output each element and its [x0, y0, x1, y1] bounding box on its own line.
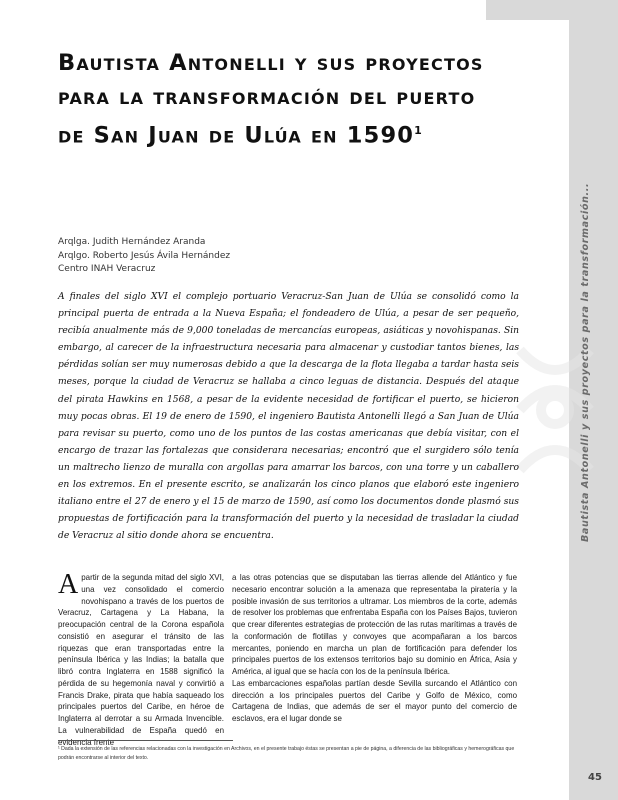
running-head: Bautista Antonelli y sus proyectos para la transformación... — [580, 182, 591, 542]
authors-block — [58, 236, 458, 277]
body-paragraph-2: a las otras potencias que se disputaban las tierras allende del Atlántico y fue necesario encontrar solución a la amenaza que representaba la piratería y la posible invasión de sus territorios a ultramar. Los miembros de la corte, además de resolver los problemas que enfrentaba España con los Países Bajos, tuvieron que crear diferentes estrategias de protección de las rutas marítimas a través de la conformación de flotillas y convoyes que acompañaran a los barcos mercantes, poniendo en marcha un plan de fortificación para defender los principales puertos de los extensos territorios bajo su dominio en África, Asia y América, al igual que se hacía con los de la península Ibérica. — [232, 573, 517, 676]
footnote: ¹ Dada la extensión de las referencias relacionadas con la investigación en Archivos, en el presente trabajo éstas se presentan a pie de página, a diferencia de las bibliográficas y hemerográficas que podrán encontrarse al interior del texto. — [58, 746, 515, 761]
abstract: A finales del siglo XVI el complejo portuario Veracruz-San Juan de Ulúa se consolidó como la principal puerta de entrada a la Nueva España; el fondeadero de Ulúa, a pesar de ser pequeño, recibía anualmente más de 9,000 toneladas de mercancías europeas, asiáticas y novohispanas. Sin embargo, al carecer de la infraestructura necesaria para almacenar y custodiar tantos bienes, las pérdidas solían ser muy numerosas debido a que la descarga de la flota llegaba a tardar hasta seis meses, porque la ciudad de Veracruz se hallaba a cinco leguas de distancia. Después del ataque del pirata Hawkins en 1568, a pesar de la evidente necesidad de fortificar el puerto, se hicieron muy pocas obras. El 19 de enero de 1590, el ingeniero Bautista Antonelli llegó a San Juan de Ulúa para revisar su puerto, como uno de los puntos de las costas americanas que debía visitar, con el encargo de trazar las fortalezas que considerara necesarias; encontró que el surgidero sólo tenía un maltrecho lienzo de muralla con argollas para amarrar los barcos, con una torre y un caballero en los extremos. En el presente escrito, se analizarán los cinco planos que elaboró este ingeniero italiano entre el 27 de enero y el 15 de marzo de 1590, así como los documentos donde plasmó sus propuestas de fortificación para la transformación del puerto y la necesidad de trasladar la ciudad de Veracruz al sitio donde ahora se encuentra. — [58, 292, 519, 542]
article-title — [58, 46, 498, 153]
title-text: Bautista Antonelli y sus proyectos para la transformación del puerto de San Juan de Ulúa en 1590 — [58, 50, 484, 149]
drop-cap: A — [58, 569, 79, 600]
author-1: Arqlga. Judith Hernández Aranda — [58, 237, 206, 247]
author-2: Arqlgo. Roberto Jesús Ávila Hernández — [58, 250, 231, 261]
title-footnote-mark: 1 — [414, 124, 424, 137]
body-paragraph-3: Las embarcaciones españolas partían desde Sevilla surcando el Atlántico con dirección a los principales puertos del Caribe y Golfo de México, como Cartagena de Indias, que además de ser el mayor punto del comercio de esclavos, era el lugar donde se — [232, 678, 517, 723]
body-paragraph-1: partir de la segunda mitad del siglo XVI, una vez consolidado el comercio novohispano a través de los puertos de Veracruz, Cartagena y La Habana, la preocupación central de la Corona española consistió en asegurar el tránsito de las riquezas que eran transportadas entre la península Ibérica y las Indias; la batalla que libró contra Inglaterra en 1588 significó la pérdida de su hegemonía naval y convirtió a Francis Drake, pirata que había saqueado los principales puertos del Caribe, en héroe de Inglaterra al derrotar a su Armada Invencible. La vulnerabilidad de España quedó en evidencia frente — [58, 573, 224, 747]
page-number: 45 — [588, 772, 602, 783]
body-column-left — [58, 569, 224, 748]
body-column-right — [232, 572, 517, 725]
footnote-rule — [58, 740, 233, 741]
author-affiliation: Centro INAH Veracruz — [58, 264, 156, 274]
